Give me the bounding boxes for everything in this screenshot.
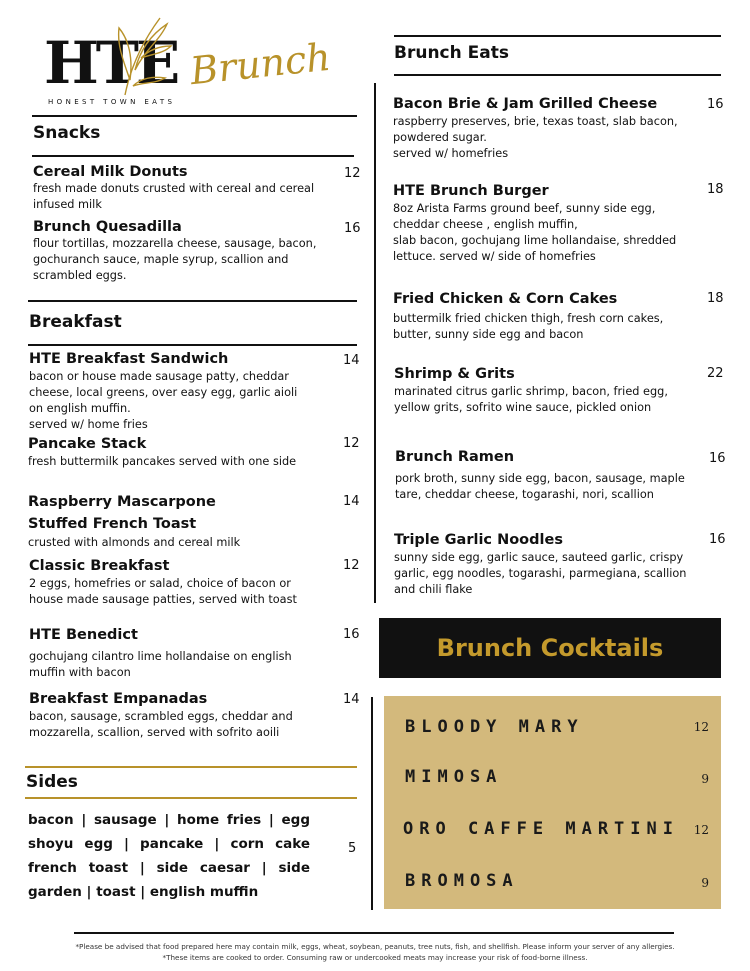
item-description: buttermilk fried chicken thigh, fresh corn cakes, butter, sunny side egg and bacon [393,312,664,341]
divider [28,344,357,346]
item-name: Shrimp & Grits [394,366,515,382]
allergy-notice: *Please be advised that food prepared here may contain milk, eggs, wheat, soybean, peanuts, tree nuts, fish, and shellfish. Please inform your server of any allergies. [75,942,675,951]
item-description: crusted with almonds and cereal milk [28,536,241,549]
item-description: bacon, sausage, scrambled eggs, cheddar and mozzarella, scallion, served with sofrito aoili [29,710,293,739]
item-price: 14 [343,692,360,707]
item-name: Pancake Stack [28,436,147,452]
item-description-extra: served w/ homefries [393,147,509,160]
divider [32,115,357,117]
item-name: Cereal Milk Donuts [33,164,188,180]
menu-item [394,365,684,416]
menu-item [393,290,673,343]
item-price: 16 [343,627,360,642]
item-price: 22 [707,366,724,381]
divider [32,155,354,157]
cocktails-panel [384,696,721,909]
cocktail-price: 9 [701,876,709,890]
cocktail-name: ORO CAFFE MARTINI [403,819,679,839]
item-name: Triple Garlic Noodles [394,532,563,548]
item-name: Fried Chicken & Corn Cakes [393,291,618,307]
logo-mark: HTE [44,29,178,97]
item-description: pork broth, sunny side egg, bacon, sausage, maple tare, cheddar cheese, togarashi, nori, scallion [395,472,685,501]
menu-item [33,219,323,284]
sides-list: bacon | sausage | home fries | egg shoyu egg | pancake | corn cake french toast | side caesar | side garden | toast | english muffin [28,812,310,900]
menu-item [395,448,685,503]
divider [28,300,357,302]
item-description: bacon or house made sausage patty, cheddar cheese, local greens, over easy egg, garlic aioli on english muffin. [29,370,298,415]
column-divider [374,83,376,603]
item-description: fresh buttermilk pancakes served with one side [28,455,297,468]
item-name: HTE Breakfast Sandwich [29,351,229,367]
cocktail-price: 12 [693,823,709,837]
item-description: marinated citrus garlic shrimp, bacon, fried egg, yellow grits, sofrito wine sauce, pickled onion [394,385,668,414]
item-price: 18 [707,291,724,306]
cocktail-name: MIMOSA [405,767,503,787]
section-title-breakfast: Breakfast [29,312,122,332]
item-description: fresh made donuts crusted with cereal and cereal infused milk [33,182,315,211]
column-divider [371,697,373,910]
item-price: 16 [707,97,724,112]
cocktail-price: 9 [701,772,709,786]
menu-item [33,164,323,213]
item-price: 16 [709,532,726,547]
item-name: HTE Brunch Burger [393,183,549,199]
item-price: 16 [709,451,726,466]
item-name: Bacon Brie & Jam Grilled Cheese [393,96,658,112]
logo-subtitle: HONEST TOWN EATS [48,98,176,106]
footer-divider [74,932,674,934]
item-price: 12 [344,166,361,181]
menu-item [29,626,299,681]
divider [394,35,721,37]
menu-item [393,95,693,162]
section-title-cocktails: Brunch Cocktails [436,634,664,662]
menu-item [29,557,319,608]
divider [394,74,721,76]
item-description: raspberry preserves, brie, texas toast, slab bacon, powdered sugar. [393,115,678,144]
item-price: 14 [343,494,360,509]
section-title-sides: Sides [26,772,78,792]
item-description: gochujang cilantro lime hollandaise on english muffin with bacon [29,650,292,679]
sides-price: 5 [348,841,357,856]
divider-gold [25,766,357,768]
menu-item [29,350,304,433]
item-price: 18 [707,182,724,197]
item-name: HTE Benedict [29,627,138,643]
section-title-brunch-eats: Brunch Eats [394,43,509,63]
item-description: sunny side egg, garlic sauce, sauteed garlic, crispy garlic, egg noodles, togarashi, parmegiana, scallion and chili flake [394,551,687,596]
item-name-line2: Stuffed French Toast [28,516,197,532]
menu-item [394,531,689,598]
menu-item [29,690,314,741]
section-title-snacks: Snacks [33,123,101,143]
item-price: 16 [344,221,361,236]
botanical-leaf-icon [105,10,175,100]
menu-item [28,491,318,551]
cocktail-name: BROMOSA [405,871,519,891]
cocktail-name: BLOODY MARY [405,717,584,737]
item-name: Raspberry Mascarpone [28,494,216,510]
logo-script-brunch: Brunch [188,34,333,94]
divider-gold [25,797,357,799]
item-description: 2 eggs, homefries or salad, choice of bacon or house made sausage patties, served with toast [29,577,297,606]
raw-food-notice: *These items are cooked to order. Consuming raw or undercooked meats may increase your risk of food-borne illness. [162,953,588,962]
item-description-extra: served w/ home fries [29,418,148,431]
item-price: 12 [343,436,360,451]
item-name: Breakfast Empanadas [29,691,208,707]
menu-item [28,435,313,470]
item-name: Classic Breakfast [29,558,170,574]
item-description: 8oz Arista Farms ground beef, sunny side egg, cheddar cheese , english muffin, [393,202,656,231]
cocktails-banner [379,618,721,678]
item-price: 12 [343,558,360,573]
item-price: 14 [343,353,360,368]
item-description-extra: slab bacon, gochujang lime hollandaise, shredded lettuce. served w/ side of homefries [393,234,677,263]
item-name: Brunch Ramen [395,449,515,465]
menu-item [393,182,698,265]
item-name: Brunch Quesadilla [33,219,182,235]
cocktail-price: 12 [693,720,709,734]
item-description: flour tortillas, mozzarella cheese, sausage, bacon, gochuranch sauce, maple syrup, scallion and scrambled eggs. [33,237,317,282]
